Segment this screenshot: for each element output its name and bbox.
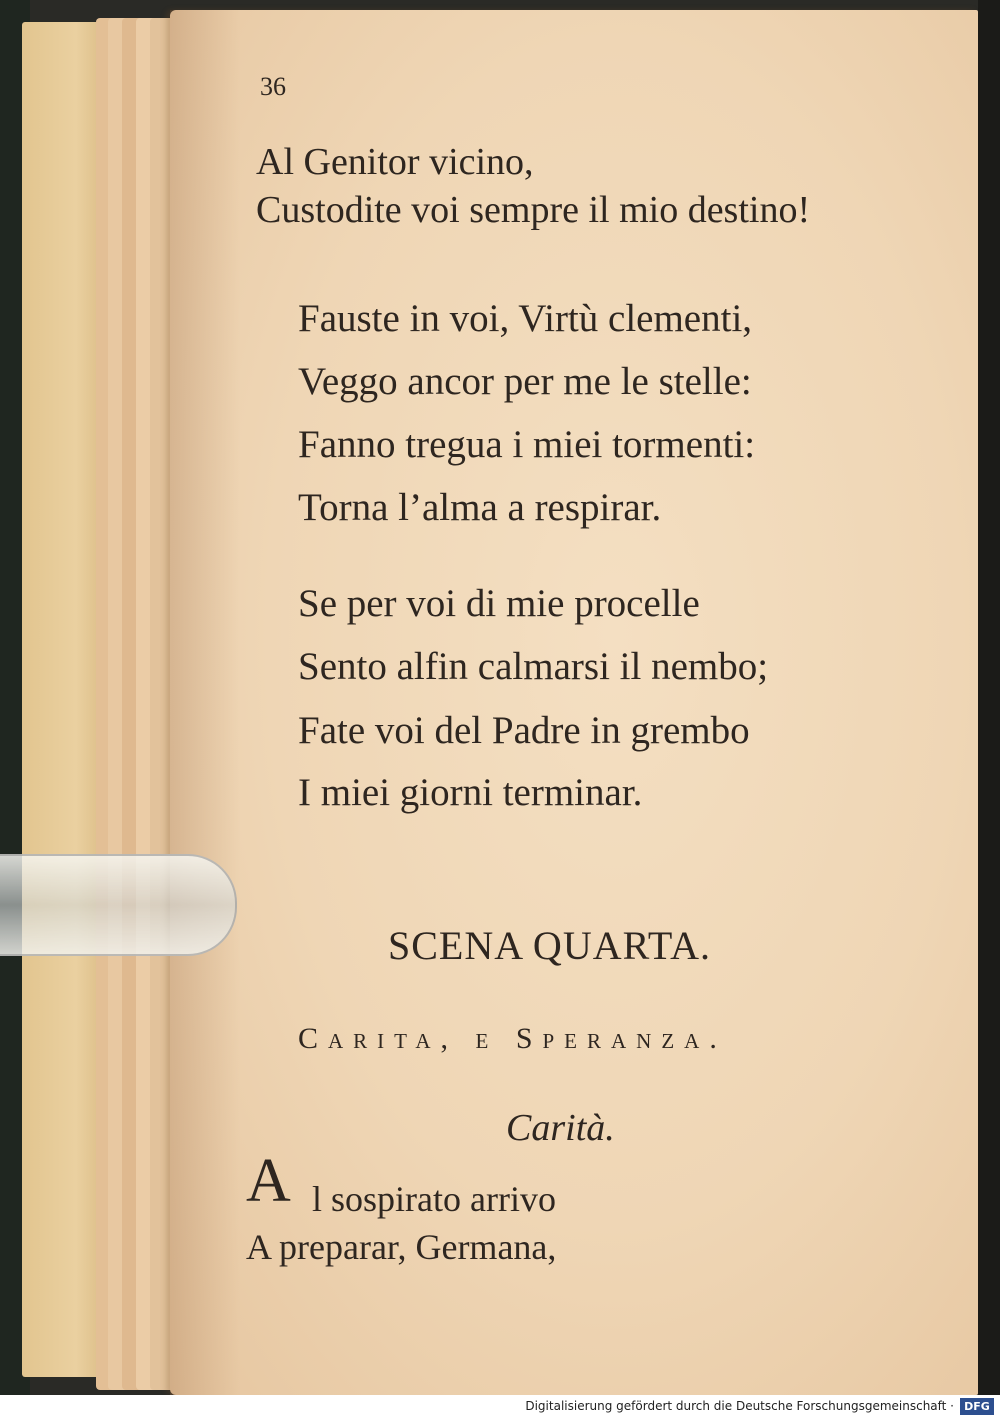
page-number: 36	[260, 72, 286, 101]
verse-line: Al Genitor vicino,	[256, 141, 534, 183]
page-clip	[0, 854, 237, 956]
verse-line: A preparar, Germana,	[246, 1227, 557, 1267]
verse-line: I miei giorni terminar.	[298, 771, 643, 814]
verse-line: Veggo ancor per me le stelle:	[298, 360, 752, 403]
verse-line: Fanno tregua i miei tormenti:	[298, 423, 756, 466]
verse-line: Fauste in voi, Virtù clementi,	[298, 297, 753, 340]
verse-line: Sento alfin calmarsi il nembo;	[298, 645, 769, 688]
page-gutter-shadow	[170, 10, 240, 1395]
character-list: Carita, e Speranza.	[298, 1022, 727, 1055]
footer-bar	[0, 1395, 1000, 1419]
scene-heading: SCENA QUARTA.	[388, 923, 711, 968]
dfg-logo-icon: DFG	[960, 1398, 994, 1415]
verse-line: Se per voi di mie procelle	[298, 582, 700, 625]
footer-credit: Digitalisierung gefördert durch die Deutsche Forschungsgemeinschaft ·	[525, 1399, 954, 1413]
verse-line: Torna l’alma a respirar.	[298, 486, 662, 529]
verse-line: Custodite voi sempre il mio destino!	[256, 189, 811, 231]
verse-line: Fate voi del Padre in grembo	[298, 709, 750, 752]
drop-cap: A	[246, 1147, 291, 1215]
background-right	[978, 0, 1000, 1395]
speaker-name: Carità.	[506, 1107, 615, 1149]
verse-line: l sospirato arrivo	[312, 1179, 556, 1219]
